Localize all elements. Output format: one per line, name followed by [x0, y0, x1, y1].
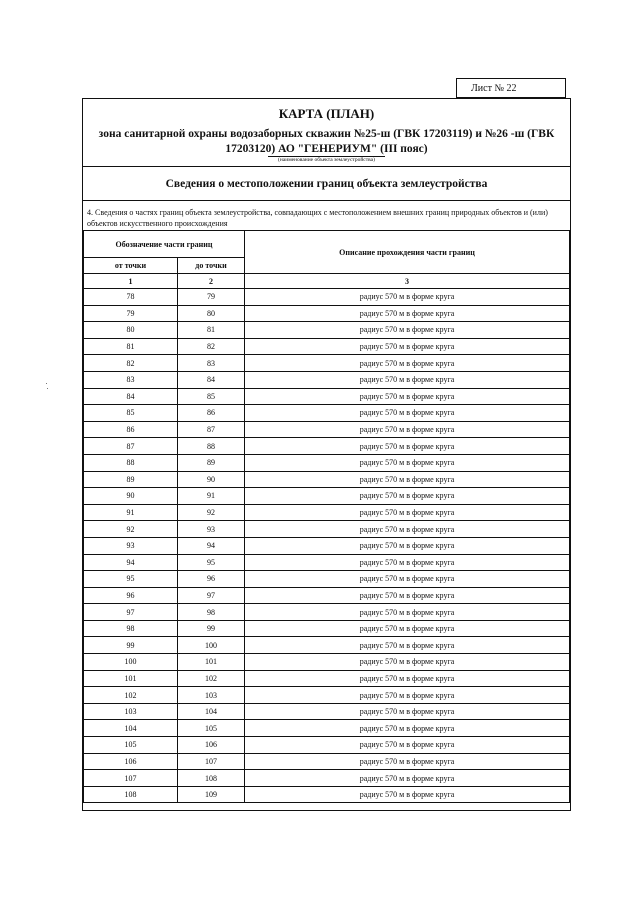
subtitle-caption [83, 157, 570, 163]
table-row [84, 438, 570, 455]
cell-from: 108 [84, 786, 178, 803]
cell-desc: радиус 570 м в форме круга [245, 388, 570, 405]
table-row [84, 471, 570, 488]
cell-desc: радиус 570 м в форме круга [245, 537, 570, 554]
cell-desc: радиус 570 м в форме круга [245, 305, 570, 322]
cell-from: 89 [84, 471, 178, 488]
document-subtitle: зона санитарной охраны водозаборных скважин №25-ш (ГВК 17203119) и №26 -ш (ГВК 17203120) АО "ГЕНЕРИУМ" (III пояс) [98, 128, 555, 155]
cell-from: 79 [84, 305, 178, 322]
table-row [84, 371, 570, 388]
cell-to: 106 [178, 737, 245, 754]
table-row [84, 405, 570, 422]
cell-from: 104 [84, 720, 178, 737]
cell-to: 109 [178, 786, 245, 803]
cell-desc: радиус 570 м в форме круга [245, 504, 570, 521]
cell-to: 107 [178, 753, 245, 770]
cell-desc: радиус 570 м в форме круга [245, 687, 570, 704]
cell-desc: радиус 570 м в форме круга [245, 454, 570, 471]
cell-from: 105 [84, 737, 178, 754]
cell-desc: радиус 570 м в форме круга [245, 289, 570, 306]
table-row [84, 454, 570, 471]
cell-from: 90 [84, 488, 178, 505]
cell-to: 81 [178, 322, 245, 339]
header-description: Описание прохождения части границ [245, 231, 570, 274]
cell-desc: радиус 570 м в форме круга [245, 703, 570, 720]
table-row [84, 753, 570, 770]
cell-from: 81 [84, 338, 178, 355]
cell-to: 99 [178, 620, 245, 637]
cell-to: 92 [178, 504, 245, 521]
cell-from: 94 [84, 554, 178, 571]
cell-to: 88 [178, 438, 245, 455]
boundary-table [83, 230, 570, 803]
cell-from: 80 [84, 322, 178, 339]
cell-to: 104 [178, 703, 245, 720]
sheet-number-box [456, 78, 566, 98]
cell-desc: радиус 570 м в форме круга [245, 620, 570, 637]
header-to: до точки [178, 258, 245, 274]
cell-from: 96 [84, 587, 178, 604]
cell-from: 101 [84, 670, 178, 687]
table-row [84, 355, 570, 372]
cell-from: 92 [84, 521, 178, 538]
table-row [84, 521, 570, 538]
column-number: 2 [178, 274, 245, 289]
table-row [84, 687, 570, 704]
table-row [84, 322, 570, 339]
cell-desc: радиус 570 м в форме круга [245, 405, 570, 422]
cell-desc: радиус 570 м в форме круга [245, 571, 570, 588]
table-body [84, 289, 570, 803]
table-row [84, 388, 570, 405]
table-row [84, 670, 570, 687]
cell-desc: радиус 570 м в форме круга [245, 554, 570, 571]
section-description: 4. Сведения о частях границ объекта землеустройства, совпадающих с местоположением внешних границ природных объектов и (или) объектов искусственного происхождения [87, 208, 548, 228]
cell-from: 100 [84, 654, 178, 671]
cell-to: 90 [178, 471, 245, 488]
cell-from: 84 [84, 388, 178, 405]
cell-desc: радиус 570 м в форме круга [245, 770, 570, 787]
table-row [84, 587, 570, 604]
cell-from: 99 [84, 637, 178, 654]
cell-from: 78 [84, 289, 178, 306]
cell-desc: радиус 570 м в форме круга [245, 604, 570, 621]
cell-from: 87 [84, 438, 178, 455]
cell-to: 100 [178, 637, 245, 654]
cell-to: 95 [178, 554, 245, 571]
header-group: Обозначение части границ [84, 231, 245, 258]
sheet-number: Лист № 22 [471, 83, 517, 94]
cell-desc: радиус 570 м в форме круга [245, 587, 570, 604]
table-row [84, 504, 570, 521]
cell-from: 102 [84, 687, 178, 704]
table-row [84, 571, 570, 588]
table-row [84, 421, 570, 438]
cell-to: 108 [178, 770, 245, 787]
table-row [84, 620, 570, 637]
section-title: Сведения о местоположении границ объекта землеустройства [165, 178, 488, 190]
table-row [84, 720, 570, 737]
cell-to: 94 [178, 537, 245, 554]
table-row [84, 488, 570, 505]
table-row [84, 654, 570, 671]
cell-desc: радиус 570 м в форме круга [245, 322, 570, 339]
cell-desc: радиус 570 м в форме круга [245, 720, 570, 737]
table-row [84, 637, 570, 654]
cell-desc: радиус 570 м в форме круга [245, 521, 570, 538]
cell-to: 79 [178, 289, 245, 306]
cell-desc: радиус 570 м в форме круга [245, 737, 570, 754]
section-header [83, 167, 570, 201]
cell-from: 95 [84, 571, 178, 588]
table-row [84, 786, 570, 803]
cell-to: 80 [178, 305, 245, 322]
cell-to: 82 [178, 338, 245, 355]
document-frame [82, 98, 571, 811]
cell-to: 103 [178, 687, 245, 704]
cell-to: 102 [178, 670, 245, 687]
scan-speck [47, 388, 48, 389]
cell-desc: радиус 570 м в форме круга [245, 488, 570, 505]
table-row [84, 604, 570, 621]
cell-to: 93 [178, 521, 245, 538]
cell-desc: радиус 570 м в форме круга [245, 338, 570, 355]
cell-to: 91 [178, 488, 245, 505]
cell-to: 97 [178, 587, 245, 604]
cell-from: 107 [84, 770, 178, 787]
cell-to: 105 [178, 720, 245, 737]
table-row [84, 289, 570, 306]
table-row [84, 537, 570, 554]
cell-to: 83 [178, 355, 245, 372]
cell-desc: радиус 570 м в форме круга [245, 438, 570, 455]
cell-to: 86 [178, 405, 245, 422]
cell-desc: радиус 570 м в форме круга [245, 670, 570, 687]
scan-speck [46, 383, 47, 384]
cell-from: 82 [84, 355, 178, 372]
document-title: КАРТА (ПЛАН) [278, 106, 375, 121]
cell-from: 83 [84, 371, 178, 388]
column-number: 1 [84, 274, 178, 289]
header-from: от точки [84, 258, 178, 274]
cell-to: 87 [178, 421, 245, 438]
table-row [84, 305, 570, 322]
cell-from: 85 [84, 405, 178, 422]
cell-desc: радиус 570 м в форме круга [245, 355, 570, 372]
cell-from: 86 [84, 421, 178, 438]
subtitle-caption-text: (наименование объекта землеустройства) [268, 156, 385, 163]
cell-to: 96 [178, 571, 245, 588]
cell-desc: радиус 570 м в форме круга [245, 421, 570, 438]
column-number: 3 [245, 274, 570, 289]
cell-from: 93 [84, 537, 178, 554]
cell-from: 97 [84, 604, 178, 621]
cell-from: 106 [84, 753, 178, 770]
cell-to: 101 [178, 654, 245, 671]
cell-to: 98 [178, 604, 245, 621]
cell-desc: радиус 570 м в форме круга [245, 637, 570, 654]
cell-desc: радиус 570 м в форме круга [245, 371, 570, 388]
table-row [84, 703, 570, 720]
cell-from: 103 [84, 703, 178, 720]
cell-to: 84 [178, 371, 245, 388]
cell-desc: радиус 570 м в форме круга [245, 654, 570, 671]
cell-desc: радиус 570 м в форме круга [245, 786, 570, 803]
cell-from: 98 [84, 620, 178, 637]
cell-desc: радиус 570 м в форме круга [245, 753, 570, 770]
cell-desc: радиус 570 м в форме круга [245, 471, 570, 488]
table-row [84, 338, 570, 355]
cell-from: 88 [84, 454, 178, 471]
cell-from: 91 [84, 504, 178, 521]
cell-to: 85 [178, 388, 245, 405]
table-row [84, 770, 570, 787]
table-row [84, 554, 570, 571]
cell-to: 89 [178, 454, 245, 471]
table-row [84, 737, 570, 754]
title-block [83, 99, 570, 167]
